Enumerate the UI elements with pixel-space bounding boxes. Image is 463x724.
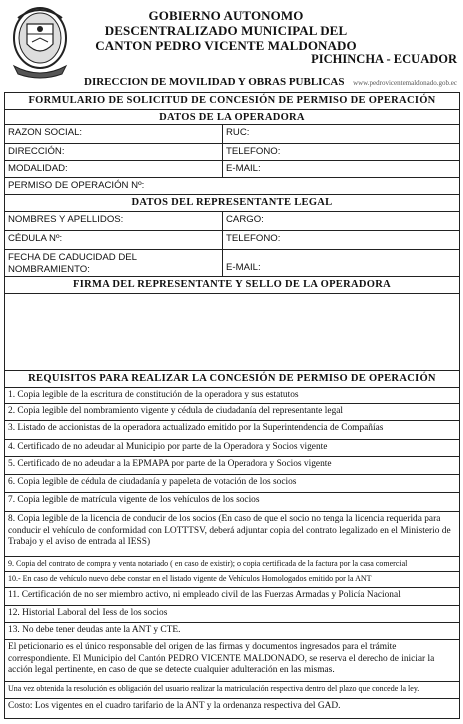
modalidad-field[interactable]: MODALIDAD: [5, 161, 223, 177]
title-line-2: DESCENTRALIZADO MUNICIPAL DEL [104, 23, 348, 38]
requirement-text: 1. Copia legible de la escritura de constitución de la operadora y sus estatutos [8, 390, 299, 400]
requirement-text: 5. Certificado de no adeudar a la EPMAPA por parte de la Operadora y Socios vigente [8, 459, 332, 469]
form-row-cedula [5, 231, 459, 250]
nombres-field[interactable]: NOMBRES Y APELLIDOS: [5, 212, 223, 230]
signature-section-title: FIRMA DEL REPRESENTANTE Y SELLO DE LA OPERADORA [73, 279, 391, 290]
requirement-text: 4. Certificado de no adeudar al Municipio por parte de la Operadora y Socios vigente [8, 442, 328, 452]
fecha-label-line-2: NOMBRAMIENTO: [8, 264, 90, 275]
direccion-field[interactable]: DIRECCIÓN: [5, 144, 223, 160]
telefono-field-legal[interactable]: TELEFONO: [226, 233, 281, 244]
requirement-item [5, 388, 459, 404]
resolution-note-row [5, 682, 459, 699]
requirement-item [5, 404, 459, 421]
request-form [4, 92, 460, 719]
email-field-operator[interactable]: E-MAIL: [226, 163, 261, 174]
requirement-text: 7. Copia legible de matrícula vigente de los vehículos de los socios [8, 495, 260, 505]
form-row-direccion [5, 144, 459, 161]
razon-social-field[interactable]: RAZON SOCIAL: [5, 125, 223, 143]
form-row-modalidad [5, 161, 459, 178]
seal-graphic [8, 4, 72, 80]
requirement-item [5, 475, 459, 493]
responsibility-note: El peticionario es el único responsable del origen de las firmas y documentos ingresados para el trámite correspondiente. El Municipio del Cantón PEDRO VICENTE MALDONADO, se reserva el derecho de iniciar la acción legal pertinente, en caso de que se detecte cualquier adulteración en las mismas. [8, 642, 435, 675]
operator-section-title: DATOS DE LA OPERADORA [159, 112, 305, 123]
form-title-row [5, 93, 459, 110]
operator-section-row [5, 110, 459, 125]
fecha-label-line-1: FECHA DE CADUCIDAD DEL [8, 252, 138, 263]
requirement-text: 13. No debe tener deudas ante la ANT y CTE. [8, 625, 181, 635]
form-row-fecha [5, 250, 459, 277]
permiso-field[interactable]: PERMISO DE OPERACIÓN Nº: [8, 180, 145, 191]
municipal-seal-logo [8, 4, 72, 80]
requirement-text: 6. Copia legible de cédula de ciudadanía y papeleta de votación de los socios [8, 477, 297, 487]
requirement-text: 2. Copia legible del nombramiento vigente y cédula de ciudadanía del representante legal [8, 406, 344, 416]
cost-note-row [5, 699, 459, 718]
signature-area[interactable] [5, 294, 459, 371]
document-header [0, 0, 463, 92]
requirement-text: 3. Listado de accionistas de la operadora actualizado emitido por la Superintendencia de Compañías [8, 423, 384, 433]
requirement-item [5, 493, 459, 512]
signature-section-row [5, 277, 459, 294]
email-field-legal[interactable] [223, 250, 459, 276]
requirement-text: 11. Certificación de no ser miembro activo, ni empleado civil de las Fuerzas Armadas y Policía Nacional [8, 590, 401, 600]
country-label: PICHINCHA - ECUADOR [311, 52, 457, 66]
cargo-field[interactable]: CARGO: [226, 214, 264, 225]
requirement-item [5, 623, 459, 640]
direction-label: DIRECCION DE MOVILIDAD Y OBRAS PUBLICAS [84, 76, 345, 88]
fecha-caducidad-field[interactable] [5, 250, 223, 276]
ruc-field[interactable]: RUC: [226, 127, 250, 138]
email-label-legal: E-MAIL: [226, 262, 261, 273]
responsibility-note-row [5, 640, 459, 682]
requirements-section-title: REQUISITOS PARA REALIZAR LA CONCESIÓN DE PERMISO DE OPERACIÓN [28, 373, 436, 384]
title-line-3: CANTON PEDRO VICENTE MALDONADO [95, 38, 357, 53]
requirement-text: 8. Copia legible de la licencia de conducir de los socios (En caso de que el socio no tenga la licencia requerida para conducir el vehículo de conformidad con LOTTTSV, deberá adjuntar copia del contrato legalizado en el Ministerio de Trabajo y el aviso de entrada al IESS) [8, 514, 451, 547]
legal-section-title: DATOS DEL REPRESENTANTE LEGAL [131, 197, 333, 208]
form-title: FORMULARIO DE SOLICITUD DE CONCESIÓN DE PERMISO DE OPERACIÓN [28, 95, 436, 106]
resolution-note: Una vez obtenida la resolución es obligación del usuario realizar la matriculación respectiva dentro del plazo que concede la ley. [8, 684, 420, 693]
requirement-item [5, 440, 459, 457]
title-line-1: GOBIERNO AUTONOMO [148, 8, 304, 23]
cost-note: Costo: Los vigentes en el cuadro tarifario de la ANT y la ordenanza respectiva del GAD. [8, 701, 341, 711]
requirement-text: 10.- En caso de vehículo nuevo debe constar en el listado vigente de Vehículos Homologados emitido por la ANT [8, 574, 372, 583]
requirement-item [5, 588, 459, 606]
website-link[interactable]: www.pedrovicentemaldonado.gob.ec [353, 79, 457, 87]
requirement-item [5, 457, 459, 475]
telefono-field-operator[interactable]: TELEFONO: [226, 146, 281, 157]
signature-space[interactable] [5, 294, 459, 370]
legal-section-row [5, 195, 459, 212]
requirement-item [5, 557, 459, 572]
requirement-item [5, 421, 459, 440]
institution-title [76, 8, 376, 53]
requirements-section-row [5, 371, 459, 388]
requirement-item [5, 606, 459, 623]
requirement-item [5, 512, 459, 557]
requirement-text: 9. Copia del contrato de compra y venta notariado ( en caso de existir); o copia certificada de la factura por la casa comercial [8, 559, 408, 568]
requirement-text: 12. Historial Laboral del Iess de los socios [8, 608, 168, 618]
form-row-nombres [5, 212, 459, 231]
cedula-field[interactable]: CÉDULA Nº: [5, 231, 223, 249]
form-row-razon-social [5, 125, 459, 144]
requirement-item [5, 572, 459, 588]
form-row-permiso [5, 178, 459, 195]
